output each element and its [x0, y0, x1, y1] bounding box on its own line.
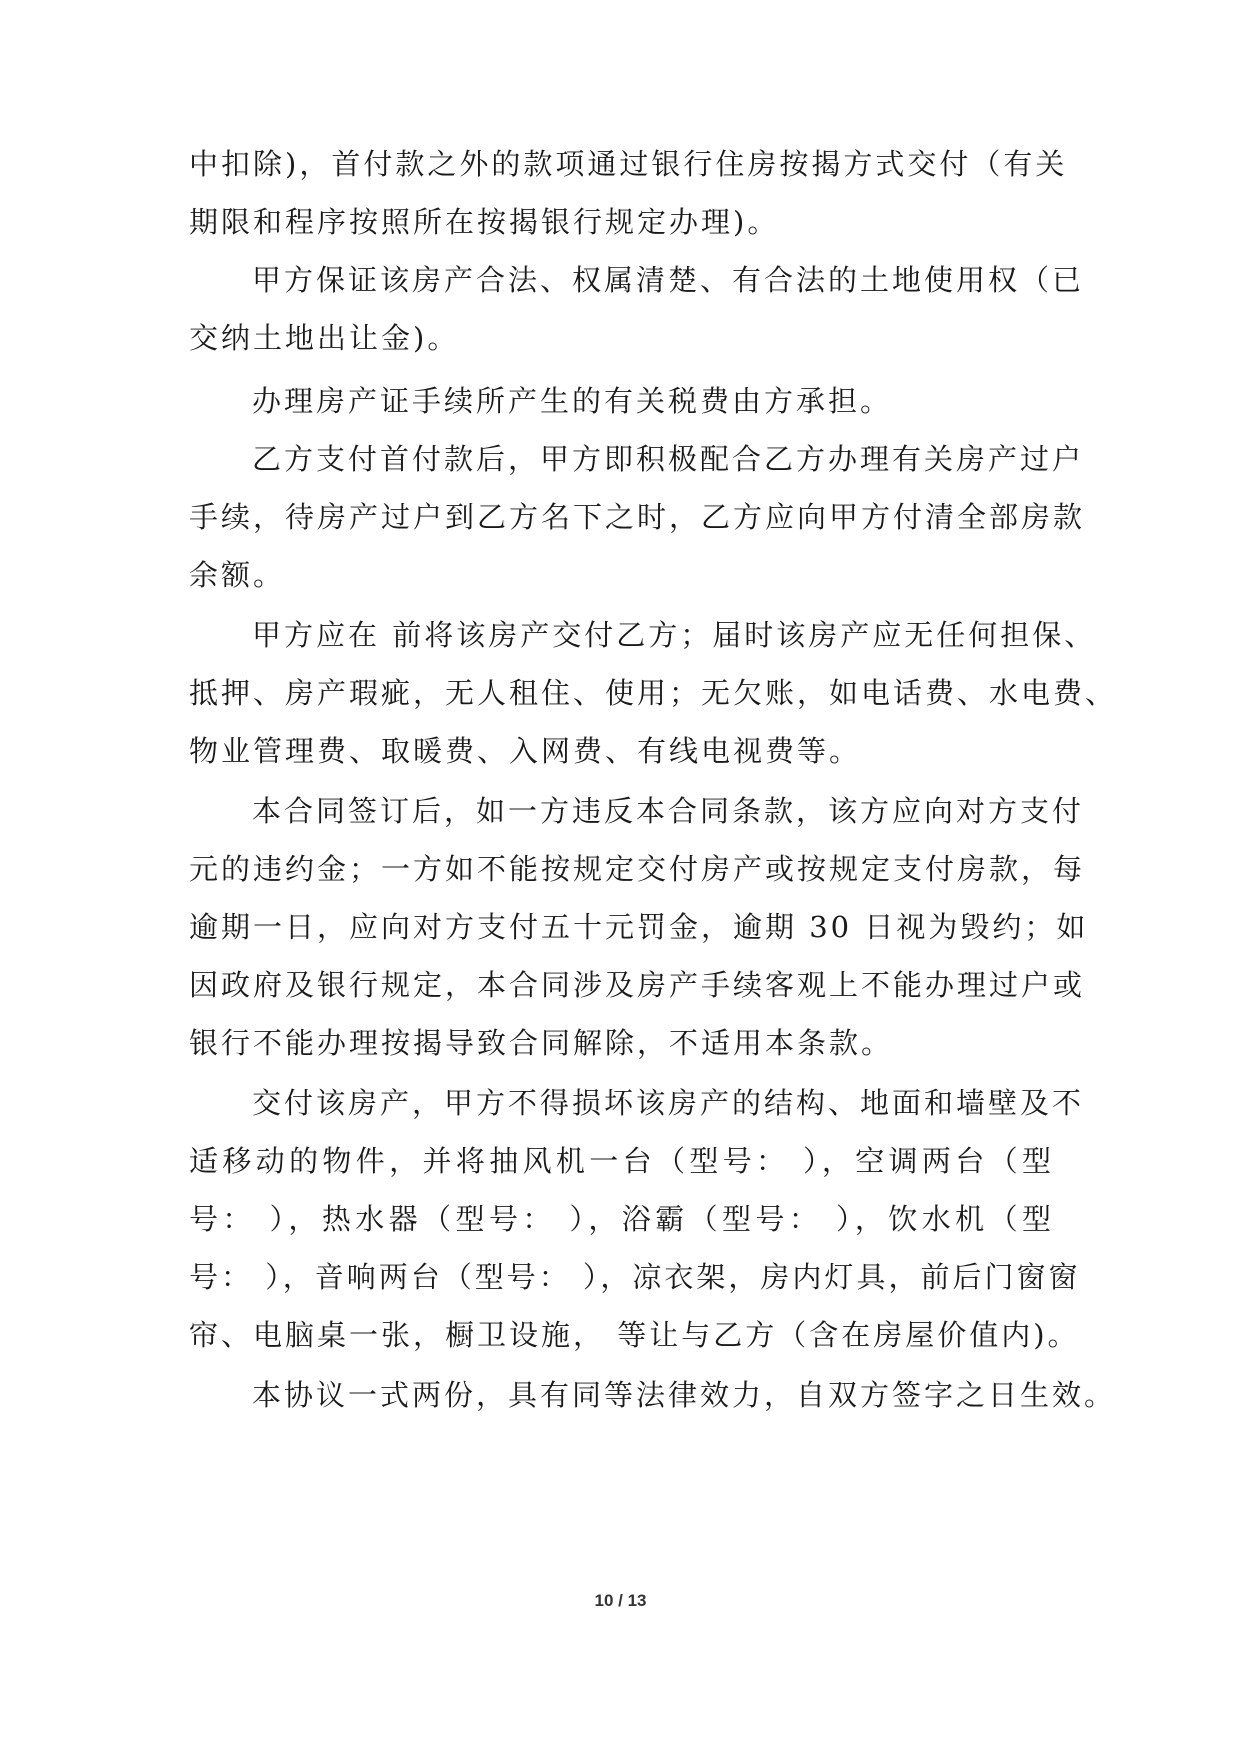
- text-line: 帘、电脑桌一张，橱卫设施， 等让与乙方（含在房屋价值内)。: [189, 1318, 1080, 1352]
- text-line: 交付该房产，甲方不得损坏该房产的结构、地面和墙壁及不: [252, 1086, 1085, 1120]
- text-line: 交纳土地出让金)。: [189, 321, 460, 355]
- text-line: 乙方支付首付款后，甲方即积极配合乙方办理有关房产过户: [252, 442, 1085, 476]
- text-line: 手续，待房产过户到乙方名下之时，乙方应向甲方付清全部房款: [189, 500, 1086, 534]
- text-line: 办理房产证手续所产生的有关税费由方承担。: [252, 384, 893, 418]
- text-line: 物业管理费、取暖费、入网费、有线电视费等。: [189, 734, 862, 768]
- text-line: 适移动的物件，并将抽风机一台（型号： ），空调两台（型: [189, 1144, 1054, 1178]
- text-line: 余额。: [189, 558, 286, 592]
- text-line: 本协议一式两份，具有同等法律效力，自双方签字之日生效。: [252, 1378, 1117, 1412]
- page-number: 10 / 13: [594, 1591, 647, 1610]
- text-line: 逾期一日，应向对方支付五十元罚金，逾期 30 日视为毁约；如: [189, 910, 1089, 944]
- text-line: 元的违约金；一方如不能按规定交付房产或按规定支付房款，每: [189, 852, 1086, 886]
- text-line: 中扣除)，首付款之外的款项通过银行住房按揭方式交付（有关: [189, 147, 1068, 181]
- text-line: 期限和程序按照所在按揭银行规定办理)。: [189, 205, 780, 239]
- text-line: 因政府及银行规定，本合同涉及房产手续客观上不能办理过户或: [189, 968, 1086, 1002]
- text-line: 银行不能办理按揭导致合同解除，不适用本条款。: [189, 1026, 894, 1060]
- text-line: 号： ），音响两台（型号： ），凉衣架，房内灯具，前后门窗窗: [189, 1260, 1081, 1294]
- text-line: 号： ），热水器（型号： ），浴霸（型号： ），饮水机（型: [189, 1202, 1054, 1236]
- text-line: 抵押、房产瑕疵，无人租住、使用；无欠账，如电话费、水电费、: [189, 676, 1118, 710]
- text-line: 本合同签订后，如一方违反本合同条款，该方应向对方支付: [252, 794, 1085, 828]
- text-line: 甲方保证该房产合法、权属清楚、有合法的土地使用权（已: [252, 263, 1085, 297]
- text-line: 甲方应在 前将该房产交付乙方；届时该房产应无任何担保、: [252, 618, 1097, 652]
